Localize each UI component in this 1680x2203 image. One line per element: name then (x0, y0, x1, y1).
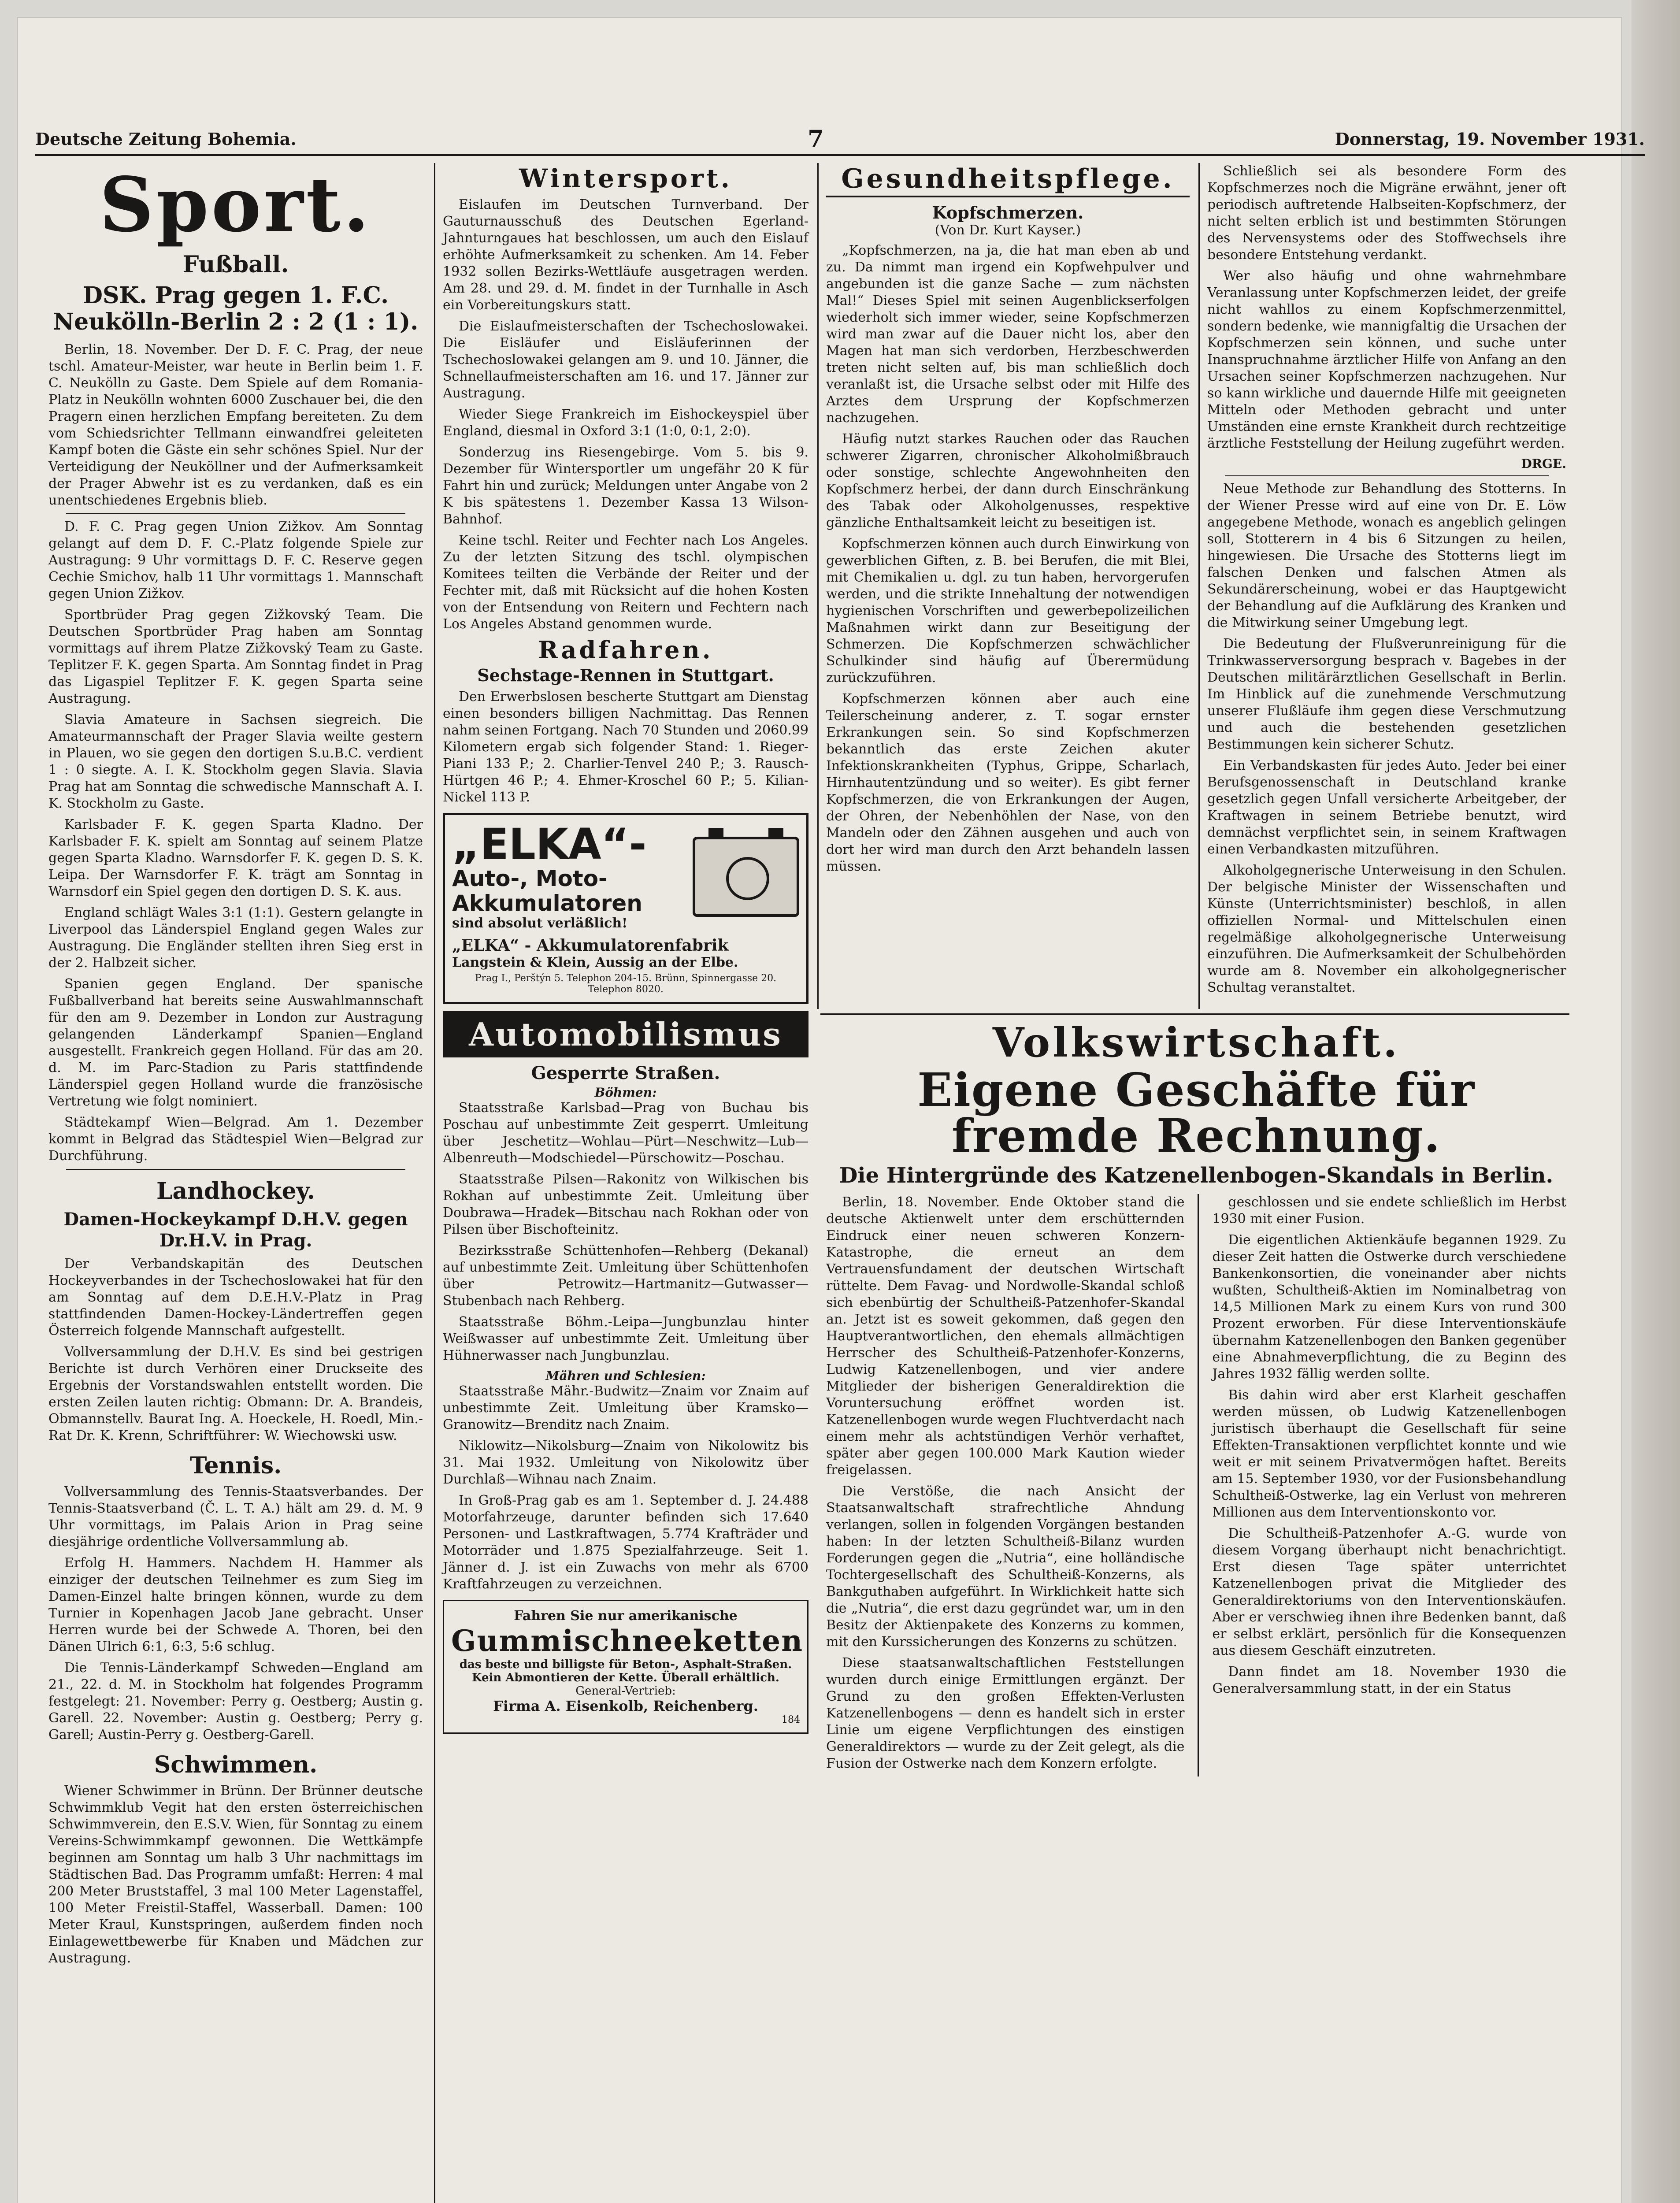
article-text: Wieder Siege Frankreich im Eishockeyspiel über England, diesmal in Oxford 3:1 (1:0, 0:1, 2:0). (443, 407, 808, 439)
elka-address: Langstein & Klein, Aussig an der Elbe. (452, 955, 738, 970)
divider (66, 1169, 405, 1170)
match-title: DSK. Prag gegen 1. F.C. Neukölln-Berlin 2 : 2 (1 : 1). (53, 282, 419, 335)
divider (1225, 475, 1549, 476)
article-text: Karlsbader F. K. gegen Sparta Kladno. Der Karlsbader F. K. spielt am Sonntag auf seinem Platze gegen Sparta Kladno. Warnsdorfer F. K. gegen D. S. K. Leipa. Der Warnsdorfer F. K. trägt am Sonntag in Warnsdorf ein Spiel gegen den dortigen D. S. K. aus. (48, 817, 423, 899)
tennis-heading: Tennis. (189, 1452, 282, 1479)
column-rule (1198, 163, 1200, 1009)
article-text: Erfolg H. Hammers. Nachdem H. Hammer als einziger der deutschen Teilnehmer es zum Sieg im Damen-Einzel halte bringen können, wurde zu dem Turnier in Kopenhagen Jacob Jane gebracht. Unser Herren wurde bei der Schwede A. Thoren, bei den Dänen Ulrich 6:1, 6:3, 5:6 schlug. (48, 1555, 423, 1654)
gummi-line1: Fahren Sie nur amerikanische (514, 1608, 738, 1624)
article-text: Die Schultheiß-Patzenhofer A.-G. wurde von diesem Vorgang überhaupt nicht benachrichtigt. Erst diesen Tage später unterrichtet Katzenellenbogen privat die Mitglieder des Generaldirektoriums von den Interventionskäufen. Aber er verschwieg ihnen ihre Bedenken bannt, daß er selbst erklärt, persönlich für die Konsequenzen aus diesem Geschäft einzutreten. (1212, 1526, 1566, 1658)
hockey-title: Damen-Hockeykampf D.H.V. gegen Dr.H.V. in Prag. (63, 1209, 408, 1251)
health-sub: Kopfschmerzen. (932, 203, 1084, 223)
article-text: geschlossen und sie endete schließlich im Herbst 1930 mit einer Fusion. (1212, 1194, 1566, 1227)
article-text: Spanien gegen England. Der spanische Fußballverband hat bereits seine Auswahlmannschaft für den am 9. Dezember in London zur Austragung gelangenden Länderkampf Spanien—England ausgestellt. Frankreich gegen Holland. Für das am 20. d. M. im Parc-Stadion zu Paris stattfindende Länderspiel gegen Holland wurde die französische Vertretung wie folgt nominiert. (48, 976, 423, 1109)
schwimmen-heading: Schwimmen. (154, 1751, 318, 1778)
fussball-heading: Fußball. (182, 251, 289, 278)
article-text: Keine tschl. Reiter und Fechter nach Los Angeles. Zu der letzten Sitzung des tschl. olympischen Komitees teilten die Verbände der Reiter und der Fechter mit, daß mit Rücksicht auf die hohen Kosten von der Entsendung von Reitern und Fechtern nach Los Angeles Abstand genommen wurde. (443, 533, 808, 632)
article-text: Vollversammlung des Tennis-Staatsverbandes. Der Tennis-Staatsverband (Č. L. T. A.) hält am 29. d. M. 9 Uhr vormittags, im Palais Arion in Prag seine diesjährige ordentliche Vollversammlung ab. (48, 1484, 423, 1550)
article-text: Schließlich sei als besondere Form des Kopfschmerzes noch die Migräne erwähnt, jener oft periodisch auftretende Halbseiten-Kopfschmerz, der nicht selten erblich ist und bestimmten Störungen des Nervensystems oder des Stoffwechsels ihre besondere Entstehung verdankt. (1207, 163, 1566, 263)
article-text: Ein Verbandskasten für jedes Auto. Jeder bei einer Berufsgenossenschaft in Deutschland kranke gesetzlich gegen Unfall versicherte Arbeitgeber, der Kraftwagen in seinem Betriebe benutzt, wird demnächst verpflichtet sein, in seinem Kraftwagen einen Verbandkasten mitzuführen. (1207, 758, 1566, 857)
article-text: Die Eislaufmeisterschaften der Tschechoslowakei. Die Eisläufer und Eisläuferinnen der Tschechoslowakei gelangen am 9. und 10. Jänner, die Schnellaufmeisterschaften am 16. und 17. Jänner zur Austragung. (443, 319, 808, 401)
article-text: Die Bedeutung der Flußverunreinigung für die Trinkwasserversorgung besprach v. Bagebes in der Deutschen militärärztlichen Gesellschaft in Berlin. Im Hinblick auf die zunehmende Verschmutzung unserer Flußläufe ihm gegen diese Verschmutzung und auch die bestehenden gesetzlichen Bestimmungen kein sicherer Schutz. (1207, 636, 1566, 752)
article-text: Der Verbandskapitän des Deutschen Hockeyverbandes in der Tschechoslowakei hat für den am Sonntag auf dem D.E.H.V.-Platz in Prag stattfindenden Damen-Hockey-Ländertreffen gegen Österreich folgende Mannschaft aufgestellt. (48, 1256, 423, 1339)
article-text: Bezirksstraße Schüttenhofen—Rehberg (Dekanal) auf unbestimmte Zeit. Umleitung über Schüttenhofen über Petrowitz—Hartmanitz—Gutwasser—Stubenbach nach Rehberg. (443, 1243, 808, 1309)
article-text: Städtekampf Wien—Belgrad. Am 1. Dezember kommt in Belgrad das Städtespiel Wien—Belgrad zur Durchführung. (48, 1115, 423, 1164)
article-text: Bis dahin wird aber erst Klarheit geschaffen werden müssen, ob Ludwig Katzenellenbogen juristisch überhaupt die Gesellschaft für seine Effekten-Transaktionen verpflichtet konnte und wie weit er mit seinem Privatvermögen haftet. Bereits am 15. September 1930, vor der Fusionsbehandlung Schultheiß-Ostwerke, lag ein Verlust von mehreren Millionen aus dem Interventionskonto vor. (1212, 1387, 1566, 1520)
automobilismus-banner: Automobilismus (443, 1011, 808, 1057)
economy-section (826, 1019, 1566, 1776)
gummi-number: 184 (782, 1714, 800, 1725)
article-text: Die Tennis-Länderkampf Schweden—England am 21., 22. d. M. in Stockholm hat folgendes Programm festgelegt: 21. November: Perry g. Oestberg; Austin g. Garell. 22. November: Austin g. Oestberg; Perry g. Garell; Austin-Perry g. Oestberg-Garell. (48, 1660, 423, 1743)
page-number: 7 (808, 125, 824, 152)
article-text: Kopfschmerzen können auch durch Einwirkung von gewerblichen Giften, z. B. bei Berufen, die mit Blei, mit Chemikalien u. dgl. zu tun haben, hervorgerufen werden, und die strikte Innehaltung der notwendigen hygienischen Vorschriften und gewerbepolizeilichen Maßnahmen wirkt dann zur Beseitigung der Schmerzen. Die Kopfschmerzen schwächlicher Schulkinder sind häufig auf Überermüdung zurückzuführen. (826, 536, 1190, 686)
divider (66, 513, 405, 514)
landhockey-heading: Landhockey. (156, 1178, 315, 1205)
column-rule (434, 163, 435, 2203)
page-header (35, 123, 1645, 156)
article-text: Staatsstraße Karlsbad—Prag von Buchau bis Poschau auf unbestimmte Zeit gesperrt. Umleitung über Jeschetitz—Wohlau—Pürt—Neschwitz—Lub—Albenreuth—Modschiedel—Pürschowitz—Poschau. (443, 1100, 808, 1166)
article-text: Sportbrüder Prag gegen Zižkovský Team. Die Deutschen Sportbrüder Prag haben am Sonntag vormittags auf ihrem Platze Zižkovský Team zu Gaste. Teplitzer F. K. gegen Sparta. Am Sonntag findet in Prag das Ligaspiel Teplitzer F. K. gegen Sparta seine Austragung. (48, 607, 423, 706)
page-edge (1632, 0, 1680, 2203)
elka-line2: Akkumulatoren (452, 890, 642, 916)
article-text: Berlin, 18. November. Ende Oktober stand die deutsche Aktienwelt unter dem erschütternden Eindruck einer neuen schweren Konzern-Katastrophe, die erneut an dem Vertrauensfundament der deutschen Wirtschaft rüttelte. Dem Favag- und Nordwolle-Skandal schloß sich ebenbürtig der Schultheiß-Patzenhofer-Skandal an. Jetzt ist es soweit gekommen, daß gegen den Hauptverantwortlichen, den ehemals allmächtigen Herrscher des Schultheiß-Patzenhofer-Konzerns, Ludwig Katzenellenbogen, und vier andere Mitglieder der bisherigen Generaldirektion die Voruntersuchung eröffnet worden ist. Katzenellenbogen wurde wegen Fluchtverdacht nach einem mehr als achtstündigen Verhör verhaftet, später aber gegen 100.000 Mark Kaution wieder freigelassen. (826, 1194, 1185, 1478)
health-author: (Von Dr. Kurt Kayser.) (935, 223, 1081, 238)
auto-sub: Gesperrte Straßen. (531, 1063, 720, 1083)
article-text: „Kopfschmerzen, na ja, die hat man eben ab und zu. Da nimmt man irgend ein Kopfwehpulver und angebunden ist die ganze Sache — zum nächsten Mal!“ Dieses Spiel mit seinen Augenblickserfolgen wiederholt sich immer wieder, seine Kopfschmerzen wird man zwar auf die Dauer nicht los, aber den Magen hat man sich verdorben, Herzbeschwerden treten nicht selten auf, bis man schließlich doch veranlaßt ist, die Ursache selbst oder mit Hilfe des Arztes dem Ursprung der Kopfschmerzen nachzugehen. (826, 243, 1190, 426)
article-text: Die Verstöße, die nach Ansicht der Staatsanwaltschaft strafrechtliche Ahndung verlangen, sollen in folgenden Vorgängen bestanden haben: In der letzten Schultheiß-Bilanz wurden Forderungen gegen die „Nutria“, eine holländische Tochtergesellschaft des Schultheiß-Konzerns, als Bankguthaben aufgeführt. In Wirklichkeit hatte sich die „Nutria“, die erst dazu gegründet war, um in den Besitz der Aktienpakete des Konzerns zu kommen, mit den Kurssicherungen des Konzerns zu schützen. (826, 1484, 1185, 1650)
article-text: Häufig nutzt starkes Rauchen oder das Rauchen schwerer Zigarren, chronischer Alkoholmißbrauch oder sonstige, schlechte Angewohnheiten den Kopfschmerz herbei, der dann durch Einschränkung des Tabak oder Alkoholgenusses, respektive gänzliche Enthaltsamkeit leicht zu beseitigen ist. (826, 431, 1190, 530)
column-sport (48, 163, 423, 1971)
wintersport-title: Wintersport. (519, 163, 732, 193)
article-text: Den Erwerbslosen bescherte Stuttgart am Dienstag einen besonders billigen Nachmittag. Das Rennen nahm seinen Fortgang. Nach 70 Stunden und 2060.99 Kilometern ergab sich folgender Stand: 1. Rieger-Piani 133 P.; 2. Charlier-Tenvel 240 P.; 3. Rausch-Hürtgen 46 P.; 4. Ehmer-Kroschel 60 P.; 5. Kilian-Nickel 113 P. (443, 689, 808, 805)
article-text: Berlin, 18. November. Der D. F. C. Prag, der neue tschl. Amateur-Meister, war heute in Berlin beim 1. F. C. Neukölln zu Gaste. Dem Spiele auf dem Romania-Platz in Neukölln wohnten 6000 Zuschauer bei, die den Pragern einen herzlichen Empfang bereiteten. Zu dem vom Schiedsrichter Tellmann einwandfrei geleiteten Kampf boten die Gäste ein sehr schönes Spiel. Nur der Verteidigung der Neuköllner und der Aufmerksamkeit der Prager Abwehr ist es zu verdanken, daß es ein unentschiedenes Ergebnis blieb. (48, 342, 423, 508)
gummi-company: Firma A. Eisenkolb, Reichenberg. (493, 1698, 758, 1714)
sport-title: Sport. (99, 161, 372, 249)
elka-branches: Prag I., Perštýn 5. Telephon 204-15. Brünn, Spinnergasse 20. Telephon 8020. (475, 973, 777, 995)
gummi-brand: Gummischneeketten (451, 1624, 804, 1658)
economy-subhead: Die Hintergründe des Katzenellenbogen-Skandals in Berlin. (839, 1163, 1554, 1188)
region-heading: Böhmen: (594, 1085, 657, 1100)
header-date: Donnerstag, 19. November 1931. (1335, 129, 1645, 149)
article-text: Diese staatsanwaltschaftlichen Feststellungen wurden durch einige Ermittlungen ergänzt. Der Grund zu den großen Effekten-Verlusten Katzenellenbogens — denn es handelt sich in erster Linie um eigene Verpflichtungen des einstigen Generaldirektors — wurde zu der Zeit gelegt, als die Fusion der Ostwerke nach dem Konzern erfolgte. (826, 1655, 1185, 1771)
elka-advertisement (443, 813, 808, 1004)
gummi-advertisement (443, 1600, 808, 1734)
gummi-line3: General-Vertrieb: (575, 1684, 676, 1698)
health-sign: DRGE. (1521, 456, 1566, 471)
elka-line3: sind absolut verläßlich! (452, 916, 628, 931)
health-title: Gesundheitspflege. (826, 166, 1190, 197)
article-text: Niklowitz—Nikolsburg—Znaim von Nikolowitz bis 31. Mai 1932. Umleitung von Nikolowitz über Durchlaß—Wihnau nach Znaim. (443, 1438, 808, 1487)
battery-icon (693, 837, 799, 917)
article-text: Wer also häufig und ohne wahrnehmbare Veranlassung unter Kopfschmerzen leidet, der greife nicht wahllos zu einem Kopfschmerzenmittel, sondern bedenke, wie mannigfaltig die Ursachen der Kopfschmerzen sein können, und suche unter Inanspruchnahme ärztlicher Hilfe von Anfang an den Ursachen seiner Kopfschmerzen nachzugehen. Nur so kann wirkliche und dauernde Hilfe mit geeigneten Mitteln oder Methoden gebracht und unter Umständen eine ernste Krankheit durch rechtzeitige ärztliche Feststellung der Heilung zugeführt werden. (1207, 268, 1566, 451)
column-winter-auto (443, 163, 808, 1741)
article-text: Wiener Schwimmer in Brünn. Der Brünner deutsche Schwimmklub Vegit hat den ersten österreichischen Schwimmverein, den E.S.V. Wien, für Sonntag zu einem Vereins-Schwimmkampf gewonnen. Die Wettkämpfe beginnen am Sonntag um halb 3 Uhr nachmittags im Städtischen Bad. Das Programm umfaßt: Herren: 4 mal 200 Meter Bruststaffel, 3 mal 100 Meter Lagenstaffel, 100 Meter Freistil-Staffel, Wasserball. Damen: 100 Meter Kraul, Kunstspringen, außerdem finden noch Einlagewettbewerbe für Knaben und Mädchen zur Austragung. (48, 1783, 423, 1966)
column-rule (817, 163, 819, 1009)
elka-company: „ELKA“ - Akkumulatorenfabrik (452, 936, 729, 955)
article-text: Die eigentlichen Aktienkäufe begannen 1929. Zu dieser Zeit hatten die Ostwerke durch verschiedene Bankenkonsortien, die voneinander aber nichts wußten, Schultheiß-Aktien im Nominalbetrag von 14,5 Millionen Mark zu einem Kurs von rund 300 Prozent erworben. Für diese Interventionskäufe übernahm Katzenellenbogen den Banken gegenüber eine Abnahmeverpflichtung, die zu Beginn des Jahres 1932 fällig werden sollte. (1212, 1232, 1566, 1382)
article-text: Alkoholgegnerische Unterweisung in den Schulen. Der belgische Minister der Wissenschaften und Künste (Unterrichtsminister) beschloß, in allen offiziellen Normal- und Mittelschulen einen regelmäßige alkoholgegnerische Unterweisung einzuführen. Die Aufmerksamkeit der Schulbehörden wurde am 8. November ein alkoholgegnerischer Schultag veranstaltet. (1207, 863, 1566, 995)
elka-line1: Auto-, Moto- (452, 866, 608, 891)
economy-column-2 (1212, 1194, 1566, 1776)
article-text: Neue Methode zur Behandlung des Stotterns. In der Wiener Presse wird auf eine von Dr. E. Löw angegebene Methode, wonach es angeblich gelingen soll, Stotterern in 4 bis 6 Sitzungen zu heilen, hingewiesen. Die Ursache des Stotterns liegt im falschen Denken und falschen Atmen als Sekundärerscheinung, wobei er das Hauptgewicht der Behandlung auf die Aufklärung des Kranken und die Mitwirkung seiner Umgebung legt. (1207, 481, 1566, 630)
column-health (826, 163, 1190, 879)
header-left: Deutsche Zeitung Bohemia. (35, 129, 297, 149)
radfahren-sub: Sechstage-Rennen in Stuttgart. (477, 665, 774, 685)
article-text: Staatsstraße Böhm.-Leipa—Jungbunzlau hinter Weißwasser auf unbestimmte Zeit. Umleitung über Hühnerwasser nach Jungbunzlau. (443, 1314, 808, 1363)
elka-brand: „ELKA“- (452, 820, 647, 869)
radfahren-title: Radfahren. (538, 636, 713, 664)
article-text: Slavia Amateure in Sachsen siegreich. Die Amateurmannschaft der Prager Slavia weilte gestern in Plauen, wo sie gegen den dortigen S.u.B.C. verdient 1 : 0 siegte. A. I. K. Stockholm gegen Slavia. Slavia Prag hat am Sonntag die schwedische Mannschaft A. I. K. Stockholm zu Gaste. (48, 712, 423, 811)
article-text: Staatsstraße Mähr.-Budwitz—Znaim vor Znaim auf unbestimmte Zeit. Umleitung über Kramsko—Granowitz—Brenditz nach Znaim. (443, 1383, 808, 1432)
economy-column-1 (826, 1194, 1184, 1776)
column-rule (1198, 1194, 1199, 1776)
article-text: England schlägt Wales 3:1 (1:1). Gestern gelangte in Liverpool das Länderspiel England gegen Wales zur Austragung. Die Engländer stellten ihren Sieg erst in der 2. Halbzeit sicher. (48, 905, 423, 971)
article-text: Eislaufen im Deutschen Turnverband. Der Gauturnausschuß des Deutschen Egerland-Jahnturngaues hat beschlossen, um auch den Eislauf erhöhte Aufmerksamkeit zu schenken. Am 14. Feber 1932 sollen Bezirks-Wettläufe ausgetragen werden. Am 28. und 29. d. M. findet in der Turnhalle in Asch ein Vorbereitungskurs statt. (443, 197, 808, 313)
region-heading: Mähren und Schlesien: (545, 1369, 706, 1383)
gummi-line2: das beste und billigste für Beton-, Asphalt-Straßen. Kein Abmontieren der Kette. Überall erhältlich. (459, 1658, 792, 1684)
article-text: Sonderzug ins Riesengebirge. Vom 5. bis 9. Dezember für Wintersportler um ungefähr 20 K für Fahrt hin und zurück; Meldungen unter Angabe von 2 K bis spätestens 1. Dezember Kassa 13 Wilson-Bahnhof. (443, 445, 808, 527)
economy-headline: Eigene Geschäfte für fremde Rechnung. (917, 1063, 1475, 1163)
economy-section-title: Volkswirtschaft. (992, 1019, 1400, 1066)
article-text: In Groß-Prag gab es am 1. September d. J. 24.488 Motorfahrzeuge, darunter befinden sich 17.640 Personen- und Lastkraftwagen, 5.774 Krafträder und Motorräder und 1.875 Spezialfahrzeuge. Seit 1. Jänner d. J. ist ein Zuwachs von mehr als 6700 Kraftfahrzeugen zu verzeichnen. (443, 1493, 808, 1592)
article-text: Vollversammlung der D.H.V. Es sind bei gestrigen Berichte ist durch Verhören einer Druckseite des Ergebnis der Vorstandswahlen entstellt worden. Die ersten Zeilen lauten richtig: Obmann: Dr. A. Brandeis, Obmannstellv. Baurat Ing. A. Hoeckele, H. Roedl, Min.-Rat Dr. K. Krenn, Schriftführer: W. Wiechowski usw. (48, 1344, 423, 1443)
article-text: Staatsstraße Pilsen—Rakonitz von Wilkischen bis Rokhan auf unbestimmte Zeit. Umleitung über Doubrawa—Hradek—Bitschau nach Rokhan oder von Pilsen über Bischofteinitz. (443, 1172, 808, 1237)
article-text: Kopfschmerzen können aber auch eine Teilerscheinung anderer, z. T. sogar ernster Erkrankungen sein. So sind Kopfschmerzen bekanntlich das erste Zeichen akuter Infektionskrankheiten (Typhus, Grippe, Scharlach, Hirnhautentzündung und so weiter). Es gibt ferner Kopfschmerzen, die von Erkrankungen der Augen, der Ohren, der Nebenhöhlen der Nase, von den Mandeln oder den Zähnen ausgehen und auch von dort her wird man durch den Arzt behandeln lassen müssen. (826, 691, 1190, 874)
article-text: Dann findet am 18. November 1930 die Generalversammlung statt, in der ein Status (1212, 1664, 1566, 1696)
article-text: D. F. C. Prag gegen Union Zižkov. Am Sonntag gelangt auf dem D. F. C.-Platz folgende Spiele zur Austragung: 9 Uhr vormittags D. F. C. Reserve gegen Cechie Smichov, halb 11 Uhr vormittags 1. Mannschaft gegen Union Zižkov. (48, 519, 423, 601)
column-health-2 (1207, 163, 1566, 1001)
